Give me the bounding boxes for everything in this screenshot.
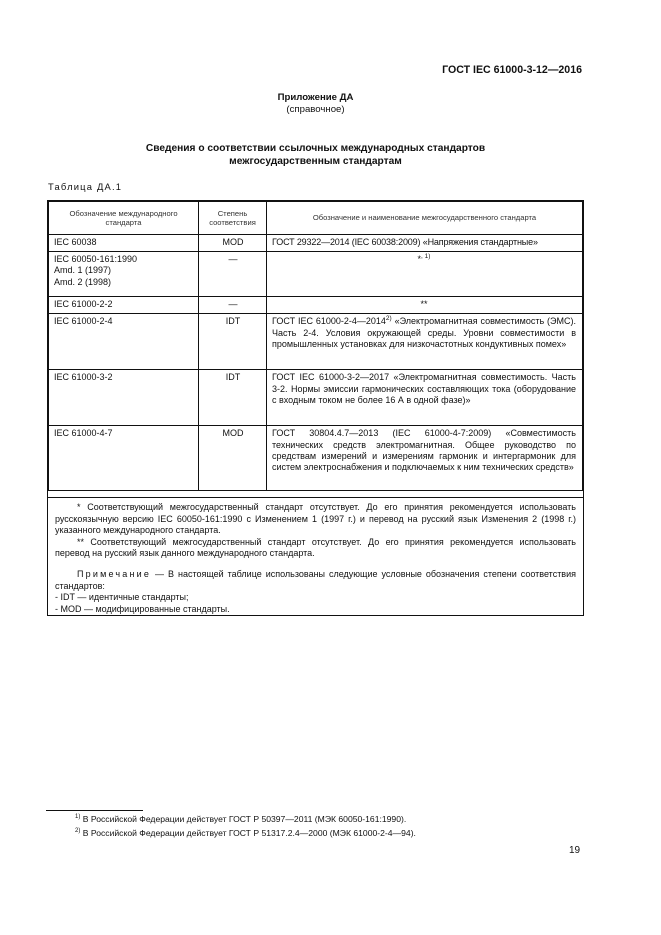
cell-degree: MOD — [199, 235, 267, 252]
table-row — [49, 297, 583, 314]
header-interstate-standard: Обозначение и наименование межгосударственного стандарта — [267, 202, 583, 235]
table-header-row — [49, 202, 583, 235]
cell-degree: — — [199, 297, 267, 314]
page-number: 19 — [569, 845, 581, 856]
document-code: ГОСТ IEC 61000-3-12—2016 — [442, 64, 582, 76]
cell-degree: IDT — [199, 370, 267, 426]
note-item-mod: - MOD — модифицированные стандарты. — [55, 603, 230, 614]
table-row — [49, 314, 583, 370]
section-title-line-2: межгосударственным стандартам — [229, 156, 402, 167]
cell-interstate-standard: ** — [267, 297, 583, 314]
header-international-standard: Обозначение международного стандарта — [49, 202, 199, 235]
cell-intl-standard: IEC 60050-161:1990 Amd. 1 (1997) Amd. 2 (1998) — [49, 252, 199, 297]
table-row — [49, 370, 583, 426]
table-notes — [48, 497, 583, 615]
cell-intl-standard: IEC 61000-3-2 — [49, 370, 199, 426]
footnote-ref: 2) — [385, 315, 392, 323]
cell-degree: — — [199, 252, 267, 297]
correspondence-table-frame — [47, 200, 584, 616]
section-title — [0, 142, 631, 168]
correspondence-table — [48, 201, 583, 491]
cell-interstate-standard: ГОСТ IEC 61000-2-4—2014$^{2)}$ «Электромагнитная совместимость (ЭМС). Часть 2-4. Условия окружающей среды. Уровни совместимости в промышленных установках для низкочастотных кондуктивных помех» — [267, 314, 583, 370]
note-block — [55, 569, 576, 615]
cell-intl-standard: IEC 61000-4-7 — [49, 426, 199, 491]
table-row — [49, 426, 583, 491]
note-item-idt: - IDT — идентичные стандарты; — [55, 592, 189, 603]
cell-interstate-standard: ГОСТ IEC 61000-3-2—2017 «Электромагнитная совместимость. Часть 3-2. Нормы эмиссии гармонических составляющих тока (оборудование с входным током не более 16 А в одной фазе)» — [267, 370, 583, 426]
footnote-divider — [46, 810, 143, 811]
annex-subtitle: (справочное) — [286, 104, 345, 115]
table-label: Таблица ДА.1 — [48, 181, 123, 192]
note-star-1: * Соответствующий межгосударственный стандарт отсутствует. До его принятия рекомендуется использовать русскоязычную версию IEC 60050-161:1990 с Изменением 1 (1997 г.) и перевод на русский язык Изменения 2 (1998 г.) указанного международного стандарта. — [55, 502, 576, 536]
cell-intl-standard: IEC 60038 — [49, 235, 199, 252]
table-row — [49, 252, 583, 297]
cell-interstate-standard: ГОСТ 30804.4.7—2013 (IEC 61000-4-7:2009) «Совместимость технических средств электромагнитная. Общее руководство по средствам измерений и измерениям гармоник и интергармоник для систем электроснабжения и подключаемых к ним технических средств» — [267, 426, 583, 491]
header-degree-of-conformity: Степень соответствия — [199, 202, 267, 235]
table-row — [49, 235, 583, 252]
footnote-2: $^{2)}$ В Российской Федерации действует ГОСТ Р 51317.2.4—2000 (МЭК 61000-2-4—94). — [75, 828, 416, 838]
note-label: Примечание — [77, 568, 152, 579]
cell-degree: IDT — [199, 314, 267, 370]
cell-intl-standard: IEC 61000-2-4 — [49, 314, 199, 370]
cell-degree: MOD — [199, 426, 267, 491]
footnote-1: $^{1)}$ В Российской Федерации действует ГОСТ Р 50397—2011 (МЭК 60050-161:1990). — [75, 814, 407, 824]
note-star-2: ** Соответствующий межгосударственный стандарт отсутствует. До его принятия рекомендуется использовать перевод на русский язык данного международного стандарта. — [55, 536, 576, 559]
section-title-line-1: Сведения о соответствии ссылочных международных стандартов — [145, 143, 486, 154]
annex-title: Приложение ДА — [277, 92, 354, 103]
cell-interstate-standard: ГОСТ 29322—2014 (IEC 60038:2009) «Напряжения стандартные» — [267, 235, 583, 252]
cell-intl-standard: IEC 61000-2-2 — [49, 297, 199, 314]
cell-interstate-standard: *$^{, 1)}$ — [267, 252, 583, 297]
annex-heading — [0, 92, 631, 116]
footnote-ref: , 1) — [421, 253, 431, 261]
note-text: Примечание — В настоящей таблице использованы следующие условные обозначения степени соответствия стандартов: — [55, 568, 576, 591]
